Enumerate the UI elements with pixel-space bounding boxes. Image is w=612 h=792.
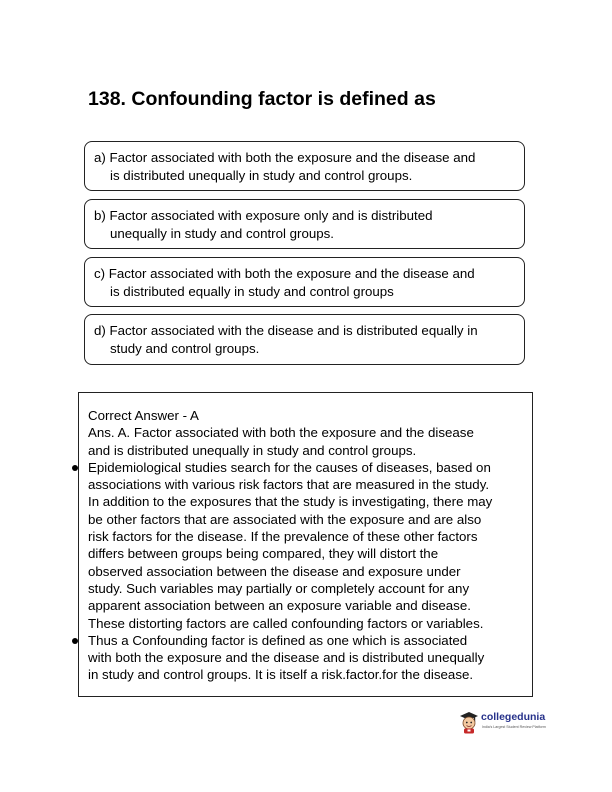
answer-line: apparent association between an exposure variable and disease. — [88, 598, 471, 614]
correct-answer-label: Correct Answer - A — [88, 408, 199, 423]
option-b-line-1: b) Factor associated with exposure only and is distributed — [94, 208, 433, 223]
answer-line-bulleted — [88, 632, 532, 649]
option-b[interactable] — [84, 199, 525, 249]
answer-line: associations with various risk factors that are measured in the study. — [88, 477, 490, 493]
logo-name: collegedunia — [481, 711, 546, 723]
option-a[interactable] — [84, 141, 525, 191]
answer-explanation-box — [78, 392, 533, 697]
answer-line: study. Such variables may partially or completely account for any — [88, 580, 470, 596]
answer-line: differs between groups being compared, they will distort the — [88, 546, 439, 562]
answer-line: These distorting factors are called confounding factors or variables. — [88, 615, 484, 631]
option-a-line-2: is distributed unequally in study and control groups. — [110, 168, 413, 183]
answer-line: in study and control groups. It is itself a risk.factor.for the disease. — [88, 667, 474, 683]
option-d-line-1: d) Factor associated with the disease and is distributed equally in — [94, 323, 478, 338]
bullet-icon — [72, 465, 78, 471]
answer-line-text: Epidemiological studies search for the causes of diseases, based on — [88, 459, 491, 475]
option-d-line-2: study and control groups. — [110, 341, 260, 356]
graduate-mascot-icon — [458, 710, 480, 734]
answer-line: with both the exposure and the disease and is distributed unequally — [88, 650, 485, 666]
option-b-line-2: unequally in study and control groups. — [110, 226, 334, 241]
option-c[interactable] — [84, 257, 525, 307]
answer-line-bulleted — [88, 459, 532, 476]
question-title: 138. Confounding factor is defined as — [88, 88, 436, 110]
option-a-line-1: a) Factor associated with both the exposure and the disease and — [94, 150, 476, 165]
logo-tagline: India's Largest Student Review Platform — [482, 725, 546, 729]
answer-line: observed association between the disease and exposure under — [88, 563, 461, 579]
option-d[interactable] — [84, 314, 525, 365]
collegedunia-logo[interactable] — [458, 709, 558, 735]
bullet-icon — [72, 638, 78, 644]
option-c-line-2: is distributed equally in study and control groups — [110, 284, 394, 299]
answer-line-text: Thus a Confounding factor is defined as one which is associated — [88, 632, 468, 648]
answer-line: In addition to the exposures that the study is investigating, there may — [88, 494, 493, 510]
answer-line: Ans. A. Factor associated with both the exposure and the disease — [88, 425, 474, 441]
answer-line: and is distributed unequally in study and control groups. — [88, 442, 417, 458]
answer-line: risk factors for the disease. If the prevalence of these other factors — [88, 529, 478, 545]
answer-line: be other factors that are associated with the exposure and are also — [88, 511, 482, 527]
option-c-line-1: c) Factor associated with both the exposure and the disease and — [94, 266, 475, 281]
